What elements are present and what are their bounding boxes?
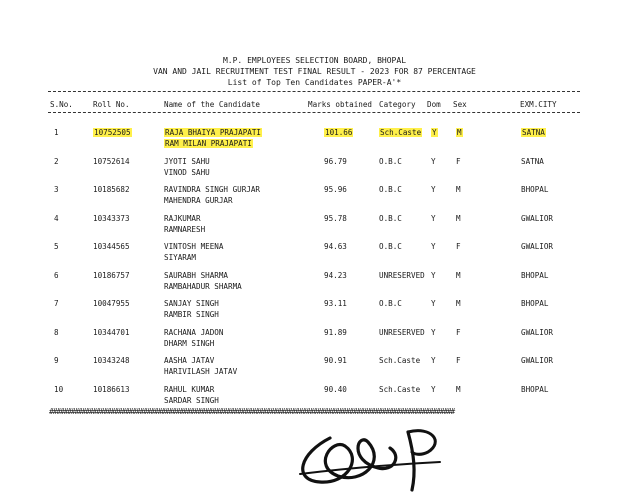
cell-category: O.B.C: [379, 156, 402, 166]
cell-marks: 95.96: [324, 185, 347, 194]
cell-sex: M: [456, 185, 461, 194]
cell-dom: Y: [431, 384, 436, 394]
cell-city: SATNA: [522, 128, 545, 137]
cell-category: Sch.Caste: [379, 356, 421, 365]
cell-sex: M: [457, 128, 462, 137]
col-header-marks: Marks obtained: [308, 100, 373, 109]
col-header-dom: Dom: [427, 100, 441, 109]
cell-sno: 1: [54, 128, 59, 137]
cell-marks: 94.23: [324, 270, 347, 280]
cell-category: UNRESERVED: [379, 270, 425, 280]
cell-father-name: DHARM SINGH: [164, 338, 215, 348]
cell-marks: 93.11: [324, 299, 347, 308]
cell-sno: 7: [54, 299, 59, 308]
top-divider: [48, 91, 580, 92]
cell-father-name: RAM MILAN PRAJAPATI: [165, 139, 252, 148]
cell-name: RAVINDRA SINGH GURJAR: [164, 185, 261, 194]
cell-sex: F: [456, 242, 461, 251]
col-header-sno: S.No.: [50, 100, 73, 109]
col-header-sex: Sex: [453, 100, 467, 109]
cell-name: AASHA JATAV: [164, 356, 215, 365]
board-title: M.P. EMPLOYEES SELECTION BOARD, BHOPAL: [222, 56, 407, 65]
cell-roll: 10344701: [93, 327, 130, 337]
cell-city: GWALIOR: [521, 242, 554, 251]
cell-name: RAHUL KUMAR: [164, 384, 215, 394]
cell-father-name: SIYARAM: [164, 253, 197, 262]
cell-roll: 10343373: [93, 213, 130, 223]
cell-father-name: HARIVILASH JATAV: [164, 367, 238, 376]
cell-sno: 9: [54, 356, 59, 365]
cell-city: BHOPAL: [521, 185, 549, 194]
cell-dom: Y: [431, 299, 436, 308]
cell-name: RAJA BHAIYA PRAJAPATI: [165, 128, 262, 137]
cell-category: O.B.C: [379, 213, 402, 223]
cell-roll: 10186613: [93, 384, 130, 394]
cell-city: BHOPAL: [521, 299, 549, 308]
cell-category: O.B.C: [379, 242, 402, 251]
cell-category: Sch.Caste: [379, 384, 421, 394]
cell-marks: 94.63: [324, 242, 347, 251]
cell-father-name: RAMBIR SINGH: [164, 310, 219, 319]
cell-sno: 8: [54, 327, 59, 337]
cell-dom: Y: [431, 270, 436, 280]
cell-sex: F: [456, 356, 461, 365]
cell-name: RAJKUMAR: [164, 213, 201, 223]
cell-marks: 91.89: [324, 327, 347, 337]
result-title: VAN AND JAIL RECRUITMENT TEST FINAL RESULT - 2023 FOR 87 PERCENTAGE: [153, 67, 476, 76]
cell-dom: Y: [431, 327, 436, 337]
cell-city: BHOPAL: [521, 270, 549, 280]
cell-city: GWALIOR: [521, 327, 554, 337]
cell-sno: 5: [54, 242, 59, 251]
cell-father-name: RAMBAHADUR SHARMA: [164, 281, 242, 291]
cell-sno: 2: [54, 156, 59, 166]
cell-sno: 10: [54, 384, 64, 394]
cell-sno: 3: [54, 185, 59, 194]
cell-dom: Y: [431, 213, 436, 223]
cell-sex: M: [456, 270, 461, 280]
cell-sex: M: [456, 213, 461, 223]
cell-marks: 90.91: [324, 356, 347, 365]
cell-roll: 10186757: [93, 270, 130, 280]
cell-roll: 10185682: [93, 185, 130, 194]
cell-name: SAURABH SHARMA: [164, 270, 229, 280]
list-title: List of Top Ten Candidates PAPER-A'*: [227, 78, 402, 87]
cell-marks: 96.79: [324, 156, 347, 166]
col-header-name: Name of the Candidate: [164, 100, 261, 109]
separator-line: ################################################################################################################: [49, 408, 455, 416]
cell-sno: 4: [54, 213, 59, 223]
header-divider: [48, 112, 580, 113]
cell-sex: M: [456, 384, 461, 394]
col-header-city: EXM.CITY: [520, 100, 557, 109]
cell-category: O.B.C: [379, 299, 402, 308]
col-header-category: Category: [379, 100, 416, 109]
cell-dom: Y: [431, 356, 436, 365]
cell-category: UNRESERVED: [379, 327, 425, 337]
cell-city: BHOPAL: [521, 384, 549, 394]
cell-name: RACHANA JADON: [164, 327, 224, 337]
cell-sno: 6: [54, 270, 59, 280]
cell-sex: M: [456, 299, 461, 308]
cell-marks: 101.66: [325, 128, 353, 137]
cell-name: SANJAY SINGH: [164, 299, 219, 308]
cell-marks: 90.40: [324, 384, 347, 394]
cell-dom: Y: [431, 185, 436, 194]
col-header-roll: Roll No.: [93, 100, 130, 109]
cell-dom: Y: [431, 242, 436, 251]
cell-category: Sch.Caste: [380, 128, 422, 137]
cell-city: GWALIOR: [521, 356, 554, 365]
cell-dom: Y: [431, 156, 436, 166]
cell-name: VINTOSH MEENA: [164, 242, 224, 251]
cell-category: O.B.C: [379, 185, 402, 194]
cell-roll: 10047955: [93, 299, 130, 308]
cell-name: JYOTI SAHU: [164, 156, 210, 166]
cell-dom: Y: [432, 128, 437, 137]
cell-roll: 10343248: [93, 356, 130, 365]
cell-sex: F: [456, 156, 461, 166]
cell-father-name: SARDAR SINGH: [164, 395, 219, 405]
cell-roll: 10752614: [93, 156, 130, 166]
cell-sex: F: [456, 327, 461, 337]
cell-marks: 95.78: [324, 213, 347, 223]
cell-father-name: RAMNARESH: [164, 224, 206, 234]
cell-city: SATNA: [521, 156, 544, 166]
cell-father-name: VINOD SAHU: [164, 167, 210, 177]
cell-roll: 10752505: [94, 128, 131, 137]
cell-father-name: MAHENDRA GURJAR: [164, 196, 233, 205]
signature: [290, 418, 450, 498]
cell-roll: 10344565: [93, 242, 130, 251]
cell-city: GWALIOR: [521, 213, 554, 223]
